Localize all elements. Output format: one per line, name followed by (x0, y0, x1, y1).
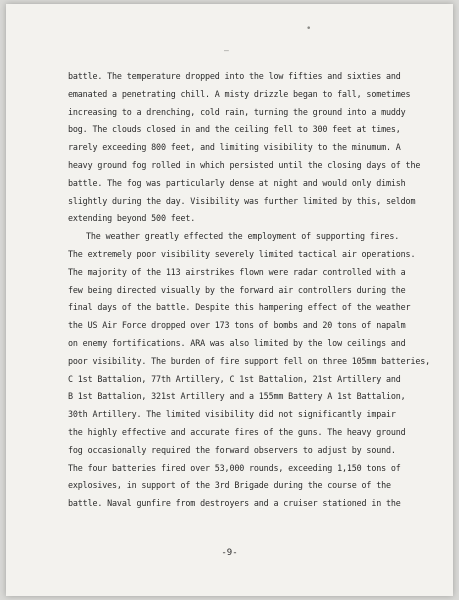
text-line: The extremely poor visibility severely limited tactical air operations. (68, 248, 416, 259)
text-line: heavy ground fog rolled in which persisted until the closing days of the (68, 159, 421, 170)
text-line: The four batteries fired over 53,000 rounds, exceeding 1,150 tons of (68, 462, 401, 473)
page-number: -9- (221, 548, 238, 558)
text-line: 30th Artillery. The limited visibility did not significantly impair (68, 409, 396, 420)
text-line: on enemy fortifications. ARA was also limited by the low ceilings and (68, 337, 406, 348)
scan-mark: – (224, 46, 229, 55)
text-line: few being directed visually by the forward air controllers during the (68, 284, 406, 295)
text-line: The weather greatly effected the employment of supporting fires. (86, 231, 400, 242)
text-line: extending beyond 500 feet. (68, 213, 196, 224)
text-line: battle. The fog was particularly dense at night and would only dimish (68, 177, 406, 188)
text-line: emanated a penetrating chill. A misty drizzle began to fall, sometimes (68, 88, 411, 99)
text-line: rarely exceeding 800 feet, and limiting visibility to the minumum. A (68, 142, 401, 153)
text-line: poor visibility. The burden of fire support fell on three 105mm batteries, (68, 355, 431, 366)
text-line: the US Air Force dropped over 173 tons of bombs and 20 tons of napalm (68, 320, 406, 331)
text-line: explosives, in support of the 3rd Brigade during the course of the (68, 480, 391, 491)
text-line: fog occasionally required the forward observers to adjust by sound. (68, 444, 396, 455)
text-line: battle. The temperature dropped into the low fifties and sixties and (68, 71, 401, 81)
text-line: The majority of the 113 airstrikes flown were radar controlled with a (68, 266, 406, 277)
text-line: C 1st Battalion, 77th Artillery, C 1st Battalion, 21st Artillery and (68, 373, 401, 384)
text-line: increasing to a drenching, cold rain, turning the ground into a muddy (68, 106, 406, 117)
text-line: final days of the battle. Despite this hampering effect of the weather (68, 302, 411, 313)
text-line: bog. The clouds closed in and the ceiling fell to 300 feet at times, (68, 124, 401, 135)
text-line: battle. Naval gunfire from destroyers and a cruiser stationed in the (68, 498, 401, 509)
body-text (68, 68, 431, 513)
document-page (6, 4, 453, 596)
scan-mark: • (306, 24, 312, 34)
text-line: B 1st Battalion, 321st Artillery and a 155mm Battery A 1st Battalion, (68, 391, 406, 402)
text-line: slightly during the day. Visibility was further limited by this, seldom (68, 195, 416, 206)
text-line: the highly effective and accurate fires of the guns. The heavy ground (68, 426, 406, 437)
